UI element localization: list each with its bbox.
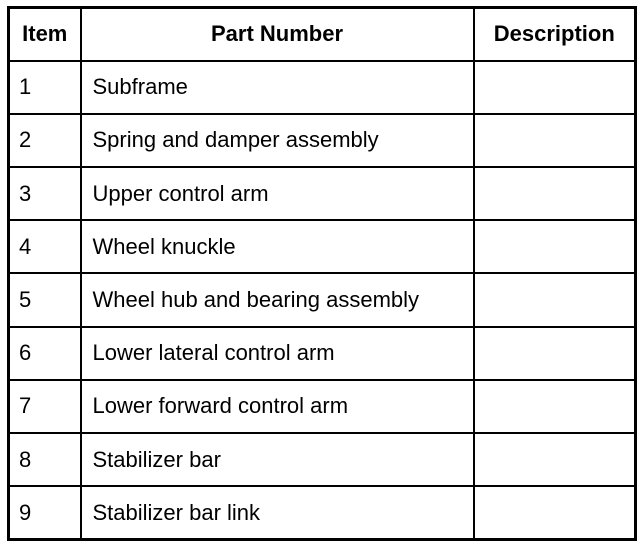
- cell-part-number: Wheel knuckle: [81, 220, 474, 273]
- cell-description: [474, 486, 636, 539]
- cell-part-number: Stabilizer bar link: [81, 486, 474, 539]
- cell-description: [474, 433, 636, 486]
- cell-part-number: Stabilizer bar: [81, 433, 474, 486]
- table-header-row: [9, 8, 636, 61]
- cell-part-number: Subframe: [81, 61, 474, 114]
- header-item: Item: [9, 8, 81, 61]
- cell-description: [474, 380, 636, 433]
- cell-item: 8: [9, 433, 81, 486]
- table-row: [9, 273, 636, 326]
- table-row: [9, 327, 636, 380]
- table-row: [9, 433, 636, 486]
- table-row: [9, 167, 636, 220]
- cell-item: 3: [9, 167, 81, 220]
- cell-item: 7: [9, 380, 81, 433]
- table-row: [9, 114, 636, 167]
- cell-description: [474, 327, 636, 380]
- cell-description: [474, 114, 636, 167]
- cell-part-number: Upper control arm: [81, 167, 474, 220]
- cell-description: [474, 167, 636, 220]
- cell-item: 1: [9, 61, 81, 114]
- table-row: [9, 380, 636, 433]
- cell-item: 9: [9, 486, 81, 539]
- cell-description: [474, 220, 636, 273]
- cell-part-number: Spring and damper assembly: [81, 114, 474, 167]
- header-description: Description: [474, 8, 636, 61]
- header-part-number: Part Number: [81, 8, 474, 61]
- cell-part-number: Wheel hub and bearing assembly: [81, 273, 474, 326]
- table-row: [9, 220, 636, 273]
- cell-item: 6: [9, 327, 81, 380]
- cell-item: 4: [9, 220, 81, 273]
- cell-item: 2: [9, 114, 81, 167]
- cell-description: [474, 273, 636, 326]
- table-row: [9, 486, 636, 539]
- cell-part-number: Lower lateral control arm: [81, 327, 474, 380]
- cell-item: 5: [9, 273, 81, 326]
- cell-description: [474, 61, 636, 114]
- cell-part-number: Lower forward control arm: [81, 380, 474, 433]
- table-row: [9, 61, 636, 114]
- parts-table: [7, 6, 637, 541]
